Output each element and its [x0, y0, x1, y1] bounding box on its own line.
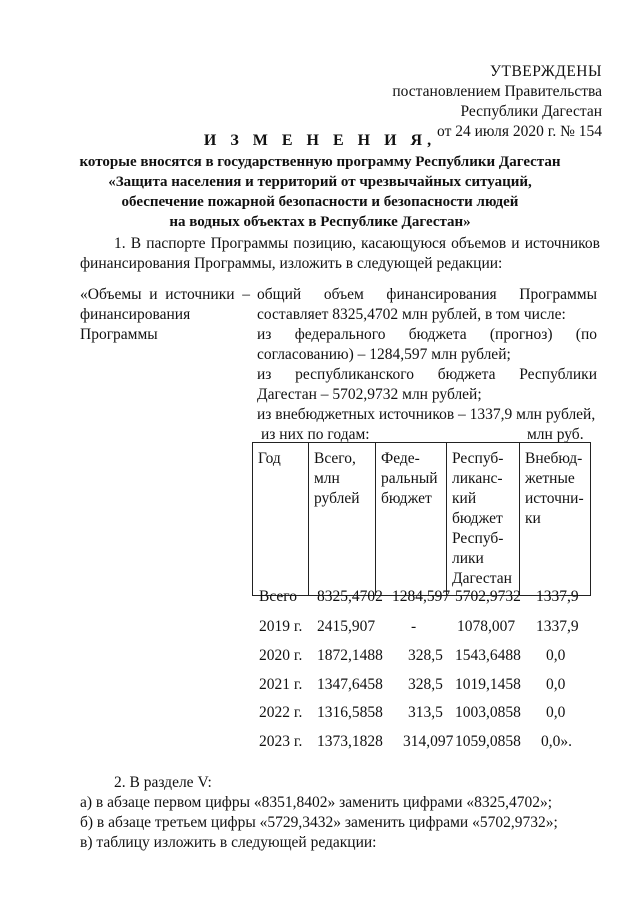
position-line: согласованию) – 1284,597 млн рублей;	[257, 346, 511, 363]
position-line: общий объем финансирования Программы	[257, 286, 597, 303]
financing-table	[252, 442, 591, 596]
header-republic: Респуб- ликанс- кий бюджет Респуб- лики Дагестан	[447, 443, 520, 596]
header-extrabudget: Внебюд- жетные источни- ки	[520, 443, 591, 596]
units-label: млн руб.	[527, 426, 584, 443]
header-federal: Феде- ральный бюджет	[376, 443, 447, 596]
position-line: составляет 8325,4702 млн рублей, в том числе:	[257, 306, 566, 323]
position-label: «Объемы и источники – финансирования Программы	[80, 286, 250, 343]
approval-block	[372, 62, 602, 142]
subtitle-line: которые вносятся в государственную программу Республики Дагестан	[79, 154, 561, 170]
approval-line-1: постановлением Правительства	[392, 83, 602, 100]
item2-a: а) в абзаце первом цифры «8351,8402» заменить цифрами «8325,4702»;	[80, 794, 553, 811]
header-year: Год	[253, 443, 309, 596]
by-years-label: из них по годам:	[261, 426, 370, 443]
item2-b: б) в абзаце третьем цифры «5729,3432» заменить цифрами «5702,9732»;	[80, 814, 558, 831]
position-line: из внебюджетных источников – 1337,9 млн рублей,	[257, 406, 596, 423]
approval-line-3: от 24 июля 2020 г. № 154	[437, 123, 602, 140]
approval-line-2: Республики Дагестан	[460, 103, 602, 120]
document-subtitle	[60, 152, 580, 232]
subtitle-line: «Защита населения и территорий от чрезвычайных ситуаций,	[108, 174, 532, 190]
position-line: из федерального бюджета (прогноз) (по	[257, 326, 597, 343]
subtitle-line: на водных объектах в Республике Дагестан»	[169, 214, 471, 230]
item1-line-1: 1. В паспорте Программы позицию, касающуюся объемов и источников	[114, 235, 600, 252]
document-title: И З М Е Н Е Н И Я,	[203, 132, 437, 149]
item2-c: в) таблицу изложить в следующей редакции:	[80, 834, 377, 851]
table-header-row	[253, 443, 591, 596]
approved-label: УТВЕРЖДЕНЫ	[490, 63, 602, 80]
item2-heading: 2. В разделе V:	[114, 774, 212, 791]
position-line: из республиканского бюджета Республики	[257, 366, 597, 383]
header-total: Всего, млн рублей	[309, 443, 376, 596]
subtitle-line: обеспечение пожарной безопасности и безопасности людей	[121, 194, 519, 210]
item1-line-2: финансирования Программы, изложить в следующей редакции:	[80, 255, 503, 272]
position-line: Дагестан – 5702,9732 млн рублей;	[257, 386, 482, 403]
